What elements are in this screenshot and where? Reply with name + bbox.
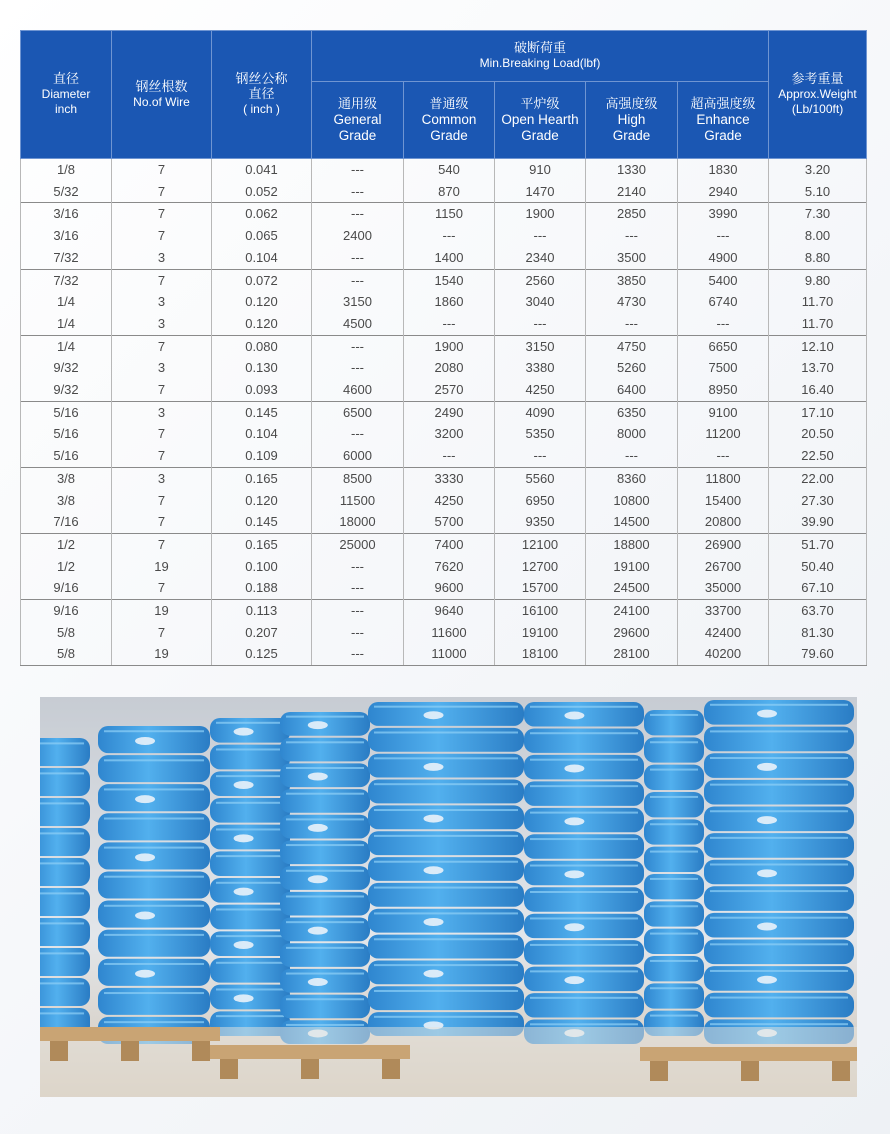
table-cell: 4730 — [586, 291, 678, 313]
table-cell: 8360 — [586, 467, 678, 489]
table-cell: 540 — [404, 159, 495, 181]
table-cell: 12.10 — [769, 335, 867, 357]
table-cell: 7 — [112, 159, 212, 181]
table-cell: 8950 — [678, 379, 769, 401]
table-cell: 5/8 — [21, 622, 112, 644]
table-cell: 2560 — [495, 269, 586, 291]
table-cell: 1/4 — [21, 335, 112, 357]
header-breaking-load: 破断荷重 Min.Breaking Load(lbf) — [312, 31, 769, 82]
table-cell: 16100 — [495, 600, 586, 622]
table-cell: 7 — [112, 423, 212, 445]
table-cell: 15700 — [495, 577, 586, 599]
table-cell: 3/8 — [21, 490, 112, 512]
table-cell: 5/32 — [21, 181, 112, 203]
table-cell: 11200 — [678, 423, 769, 445]
table-cell: 3/16 — [21, 225, 112, 247]
table-cell: 3/16 — [21, 203, 112, 225]
table-row — [21, 600, 867, 622]
table-cell: --- — [312, 357, 404, 379]
table-cell: 6350 — [586, 401, 678, 423]
table-cell: 7/16 — [21, 511, 112, 533]
table-cell: 2490 — [404, 401, 495, 423]
table-cell: 24100 — [586, 600, 678, 622]
table-row — [21, 511, 867, 533]
table-cell: 8000 — [586, 423, 678, 445]
table-cell: 22.00 — [769, 467, 867, 489]
table-cell: 19100 — [495, 622, 586, 644]
header-no-of-wire: 钢丝根数 No.of Wire — [112, 31, 212, 159]
table-cell: 2140 — [586, 181, 678, 203]
table-cell: 0.120 — [212, 490, 312, 512]
table-cell: 5400 — [678, 269, 769, 291]
header-high-grade: 高强度级 High Grade — [586, 82, 678, 159]
table-cell: 50.40 — [769, 556, 867, 578]
header-open-hearth-grade: 平炉级 Open Hearth Grade — [495, 82, 586, 159]
table-cell: 6400 — [586, 379, 678, 401]
table-cell: 7 — [112, 490, 212, 512]
table-cell: --- — [586, 225, 678, 247]
table-row — [21, 401, 867, 423]
table-cell: 7.30 — [769, 203, 867, 225]
table-cell: --- — [586, 445, 678, 467]
table-cell: 6000 — [312, 445, 404, 467]
table-cell: 9/16 — [21, 600, 112, 622]
table-cell: --- — [495, 225, 586, 247]
table-cell: 20.50 — [769, 423, 867, 445]
table-cell: 27.30 — [769, 490, 867, 512]
table-cell: --- — [312, 600, 404, 622]
table-row — [21, 269, 867, 291]
table-cell: 15400 — [678, 490, 769, 512]
table-cell: 3330 — [404, 467, 495, 489]
table-cell: 11.70 — [769, 313, 867, 335]
table-row — [21, 379, 867, 401]
table-row — [21, 291, 867, 313]
table-cell: 79.60 — [769, 643, 867, 665]
table-cell: 6950 — [495, 490, 586, 512]
table-cell: 29600 — [586, 622, 678, 644]
table-cell: 5/8 — [21, 643, 112, 665]
table-cell: 2850 — [586, 203, 678, 225]
table-row — [21, 643, 867, 665]
table-cell: 6740 — [678, 291, 769, 313]
table-cell: 0.130 — [212, 357, 312, 379]
table-row — [21, 490, 867, 512]
table-cell: 1330 — [586, 159, 678, 181]
table-cell: 5260 — [586, 357, 678, 379]
table-cell: 1/4 — [21, 313, 112, 335]
table-cell: 18100 — [495, 643, 586, 665]
table-cell: 1/2 — [21, 556, 112, 578]
table-cell: 5560 — [495, 467, 586, 489]
table-cell: 3 — [112, 467, 212, 489]
table-cell: 3500 — [586, 247, 678, 269]
table-cell: 28100 — [586, 643, 678, 665]
table-cell: --- — [678, 225, 769, 247]
table-cell: 14500 — [586, 511, 678, 533]
table-cell: 3200 — [404, 423, 495, 445]
table-cell: 2340 — [495, 247, 586, 269]
header-approx-weight: 参考重量 Approx.Weight (Lb/100ft) — [769, 31, 867, 159]
table-cell: 0.120 — [212, 291, 312, 313]
table-row — [21, 423, 867, 445]
table-cell: 3 — [112, 313, 212, 335]
table-cell: 67.10 — [769, 577, 867, 599]
table-cell: 7 — [112, 622, 212, 644]
table-cell: 11000 — [404, 643, 495, 665]
table-cell: --- — [495, 445, 586, 467]
coil-stack — [98, 726, 210, 1044]
table-cell: 22.50 — [769, 445, 867, 467]
table-row — [21, 577, 867, 599]
table-cell: 1/2 — [21, 533, 112, 555]
table-cell: 1470 — [495, 181, 586, 203]
table-cell: 3380 — [495, 357, 586, 379]
table-cell: 19 — [112, 600, 212, 622]
table-cell: 1400 — [404, 247, 495, 269]
table-cell: 1/4 — [21, 291, 112, 313]
table-cell: 6650 — [678, 335, 769, 357]
table-cell: 0.125 — [212, 643, 312, 665]
table-cell: 4090 — [495, 401, 586, 423]
table-cell: 26900 — [678, 533, 769, 555]
table-cell: 1150 — [404, 203, 495, 225]
table-cell: 20800 — [678, 511, 769, 533]
table-row — [21, 533, 867, 555]
table-cell: 12700 — [495, 556, 586, 578]
table-cell: 7 — [112, 269, 212, 291]
table-row — [21, 622, 867, 644]
table-cell: 19 — [112, 643, 212, 665]
table-cell: 0.062 — [212, 203, 312, 225]
table-cell: 0.188 — [212, 577, 312, 599]
table-body — [21, 159, 867, 666]
table-cell: --- — [312, 643, 404, 665]
table-cell: 9600 — [404, 577, 495, 599]
table-cell: 5/16 — [21, 445, 112, 467]
header-enhance-grade: 超高强度级 Enhance Grade — [678, 82, 769, 159]
table-row — [21, 247, 867, 269]
table-cell: 7/32 — [21, 269, 112, 291]
table-cell: 3 — [112, 247, 212, 269]
table-cell: 870 — [404, 181, 495, 203]
table-cell: 3 — [112, 401, 212, 423]
table-row — [21, 556, 867, 578]
table-cell: 1830 — [678, 159, 769, 181]
table-cell: 33700 — [678, 600, 769, 622]
header-diameter: 直径 Diameter inch — [21, 31, 112, 159]
table-row — [21, 445, 867, 467]
table-cell: 7 — [112, 225, 212, 247]
table-cell: 0.165 — [212, 533, 312, 555]
spec-table — [20, 30, 867, 666]
table-cell: 0.072 — [212, 269, 312, 291]
table-cell: 7 — [112, 335, 212, 357]
table-cell: --- — [312, 577, 404, 599]
table-cell: 2400 — [312, 225, 404, 247]
table-cell: --- — [404, 313, 495, 335]
table-cell: 8.00 — [769, 225, 867, 247]
table-cell: --- — [312, 556, 404, 578]
table-cell: 8.80 — [769, 247, 867, 269]
table-cell: 18000 — [312, 511, 404, 533]
table-cell: 0.120 — [212, 313, 312, 335]
table-cell: 7400 — [404, 533, 495, 555]
table-cell: 7 — [112, 511, 212, 533]
table-cell: 0.100 — [212, 556, 312, 578]
table-cell: --- — [495, 313, 586, 335]
table-cell: 11800 — [678, 467, 769, 489]
table-cell: --- — [312, 247, 404, 269]
header-wire-diameter: 钢丝公称 直径 ( inch ) — [212, 31, 312, 159]
table-cell: 3 — [112, 291, 212, 313]
table-cell: 16.40 — [769, 379, 867, 401]
table-cell: 2570 — [404, 379, 495, 401]
table-row — [21, 159, 867, 181]
table-cell: 7 — [112, 577, 212, 599]
table-cell: 7 — [112, 379, 212, 401]
table-cell: 4250 — [495, 379, 586, 401]
table-cell: 0.065 — [212, 225, 312, 247]
table-cell: 4500 — [312, 313, 404, 335]
table-cell: --- — [312, 159, 404, 181]
table-cell: --- — [404, 225, 495, 247]
table-cell: --- — [404, 445, 495, 467]
table-cell: 3040 — [495, 291, 586, 313]
table-cell: 7 — [112, 181, 212, 203]
table-cell: 40200 — [678, 643, 769, 665]
table-cell: 13.70 — [769, 357, 867, 379]
table-cell: 35000 — [678, 577, 769, 599]
table-cell: 2080 — [404, 357, 495, 379]
table-cell: 0.109 — [212, 445, 312, 467]
table-cell: 0.113 — [212, 600, 312, 622]
table-cell: 11.70 — [769, 291, 867, 313]
table-cell: 19100 — [586, 556, 678, 578]
table-cell: 1540 — [404, 269, 495, 291]
table-cell: 3150 — [495, 335, 586, 357]
table-cell: 4600 — [312, 379, 404, 401]
table-row — [21, 467, 867, 489]
table-cell: --- — [312, 335, 404, 357]
table-header — [21, 31, 867, 159]
table-cell: 18800 — [586, 533, 678, 555]
table-cell: 2940 — [678, 181, 769, 203]
table-cell: 11500 — [312, 490, 404, 512]
table-cell: 3.20 — [769, 159, 867, 181]
wire-coils-photo — [40, 697, 857, 1097]
table-cell: 24500 — [586, 577, 678, 599]
table-cell: 5350 — [495, 423, 586, 445]
table-cell: 3990 — [678, 203, 769, 225]
table-cell: 0.165 — [212, 467, 312, 489]
table-cell: 19 — [112, 556, 212, 578]
table-cell: --- — [312, 203, 404, 225]
table-cell: 0.093 — [212, 379, 312, 401]
table-cell: 1860 — [404, 291, 495, 313]
table-cell: 4900 — [678, 247, 769, 269]
table-cell: 0.052 — [212, 181, 312, 203]
table-cell: 9/32 — [21, 357, 112, 379]
table-cell: 1900 — [495, 203, 586, 225]
table-cell: 63.70 — [769, 600, 867, 622]
table-cell: 0.145 — [212, 401, 312, 423]
table-cell: 3 — [112, 357, 212, 379]
table-cell: 10800 — [586, 490, 678, 512]
table-cell: 9100 — [678, 401, 769, 423]
table-row — [21, 181, 867, 203]
table-cell: 5700 — [404, 511, 495, 533]
table-cell: 6500 — [312, 401, 404, 423]
table-cell: 4750 — [586, 335, 678, 357]
table-cell: --- — [312, 423, 404, 445]
table-row — [21, 335, 867, 357]
table-cell: 0.041 — [212, 159, 312, 181]
table-cell: 0.104 — [212, 423, 312, 445]
table-cell: 42400 — [678, 622, 769, 644]
table-row — [21, 313, 867, 335]
table-cell: 0.080 — [212, 335, 312, 357]
table-cell: 0.207 — [212, 622, 312, 644]
table-row — [21, 203, 867, 225]
table-cell: 5/16 — [21, 423, 112, 445]
table-cell: 7/32 — [21, 247, 112, 269]
table-cell: 5.10 — [769, 181, 867, 203]
table-cell: --- — [678, 445, 769, 467]
table-cell: 9/32 — [21, 379, 112, 401]
table-cell: 81.30 — [769, 622, 867, 644]
table-cell: --- — [586, 313, 678, 335]
table-cell: 7500 — [678, 357, 769, 379]
table-cell: --- — [312, 622, 404, 644]
wooden-pallet — [40, 1027, 220, 1061]
table-cell: 3150 — [312, 291, 404, 313]
table-cell: 7620 — [404, 556, 495, 578]
table-cell: 0.145 — [212, 511, 312, 533]
header-common-grade: 普通级 Common Grade — [404, 82, 495, 159]
table-cell: --- — [678, 313, 769, 335]
table-cell: 910 — [495, 159, 586, 181]
table-cell: 51.70 — [769, 533, 867, 555]
table-cell: 7 — [112, 445, 212, 467]
wire-coils-illustration — [40, 697, 857, 1097]
table-cell: 1/8 — [21, 159, 112, 181]
table-cell: 8500 — [312, 467, 404, 489]
table-cell: 9640 — [404, 600, 495, 622]
table-cell: 12100 — [495, 533, 586, 555]
table-row — [21, 225, 867, 247]
table-cell: 11600 — [404, 622, 495, 644]
table-cell: 7 — [112, 533, 212, 555]
table-cell: 7 — [112, 203, 212, 225]
header-general-grade: 通用级 General Grade — [312, 82, 404, 159]
table-cell: 9.80 — [769, 269, 867, 291]
table-cell: 9/16 — [21, 577, 112, 599]
table-cell: --- — [312, 269, 404, 291]
table-cell: 3/8 — [21, 467, 112, 489]
table-cell: 17.10 — [769, 401, 867, 423]
table-cell: 1900 — [404, 335, 495, 357]
table-cell: 39.90 — [769, 511, 867, 533]
table-cell: 3850 — [586, 269, 678, 291]
table-cell: --- — [312, 181, 404, 203]
table-cell: 25000 — [312, 533, 404, 555]
table-cell: 5/16 — [21, 401, 112, 423]
table-cell: 26700 — [678, 556, 769, 578]
table-cell: 4250 — [404, 490, 495, 512]
table-cell: 0.104 — [212, 247, 312, 269]
table-cell: 9350 — [495, 511, 586, 533]
table-row — [21, 357, 867, 379]
